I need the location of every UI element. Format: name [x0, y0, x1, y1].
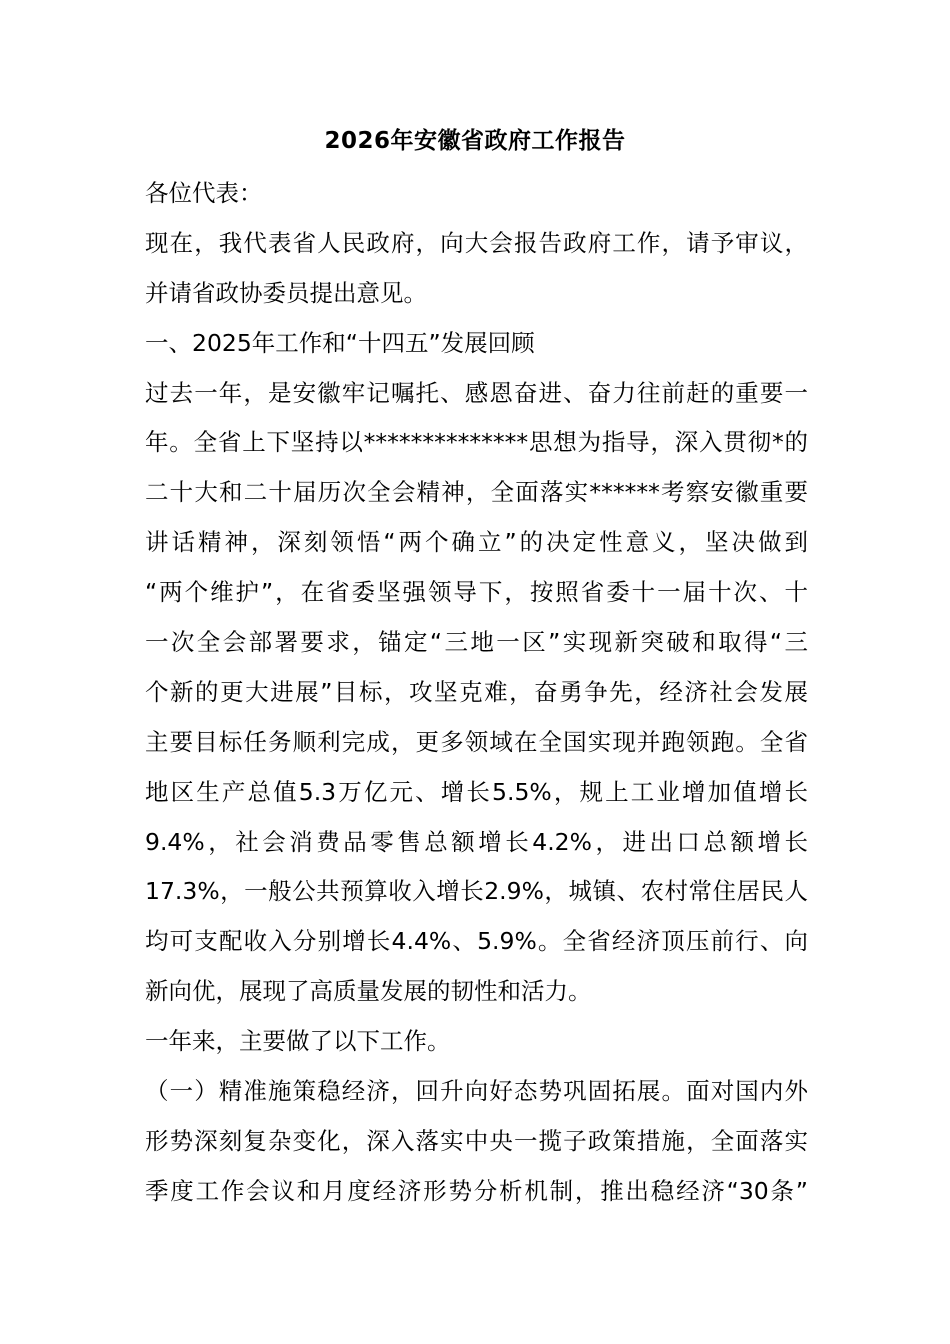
text-line: 一次全会部署要求，锚定“三地一区”实现新突破和取得“三 — [145, 628, 808, 657]
text-line: 个新的更大进展”目标，攻坚克难，奋勇争先，经济社会发展 — [145, 677, 808, 706]
document-body — [145, 173, 808, 1221]
text-line: 17.3%，一般公共预算收入增长2.9%，城镇、农村常住居民人 — [145, 877, 808, 906]
text-line: 二十大和二十届历次全会精神，全面落实******考察安徽重要 — [145, 478, 808, 507]
text-line: 一、2025年工作和“十四五”发展回顾 — [145, 328, 535, 357]
text-line: 形势深刻复杂变化，深入落实中央一揽子政策措施，全面落实 — [145, 1126, 808, 1155]
text-line: 现在，我代表省人民政府，向大会报告政府工作，请予审议， — [145, 228, 808, 257]
text-line: 各位代表： — [145, 179, 263, 207]
text-line: 地区生产总值5.3万亿元、增长5.5%，规上工业增加值增长 — [145, 777, 808, 806]
text-line: 均可支配收入分别增长4.4%、5.9%。全省经济顶压前行、向 — [145, 927, 808, 956]
text-line: 讲话精神，深刻领悟“两个确立”的决定性意义，坚决做到 — [145, 528, 808, 557]
text-line: 主要目标任务顺利完成，更多领域在全国实现并跑领跑。全省 — [145, 727, 808, 756]
text-line: 9.4%，社会消费品零售总额增长4.2%，进出口总额增长 — [145, 827, 808, 856]
text-line: 新向优，展现了高质量发展的韧性和活力。 — [145, 977, 592, 1006]
text-line: 一年来，主要做了以下工作。 — [145, 1027, 451, 1056]
text-line: “两个维护”，在省委坚强领导下，按照省委十一届十次、十 — [145, 578, 808, 607]
text-line: 过去一年，是安徽牢记嘱托、感恩奋进、奋力往前赶的重要一 — [145, 378, 808, 407]
text-line: 并请省政协委员提出意见。 — [145, 278, 427, 307]
text-line: 年。全省上下坚持以**************思想为指导，深入贯彻*的 — [145, 428, 808, 457]
text-line: 季度工作会议和月度经济形势分析机制，推出稳经济“30条” — [145, 1176, 808, 1205]
text-line: （一）精准施策稳经济，回升向好态势巩固拓展。面对国内外 — [145, 1077, 808, 1106]
document-title: 2026年安徽省政府工作报告 — [324, 128, 626, 154]
